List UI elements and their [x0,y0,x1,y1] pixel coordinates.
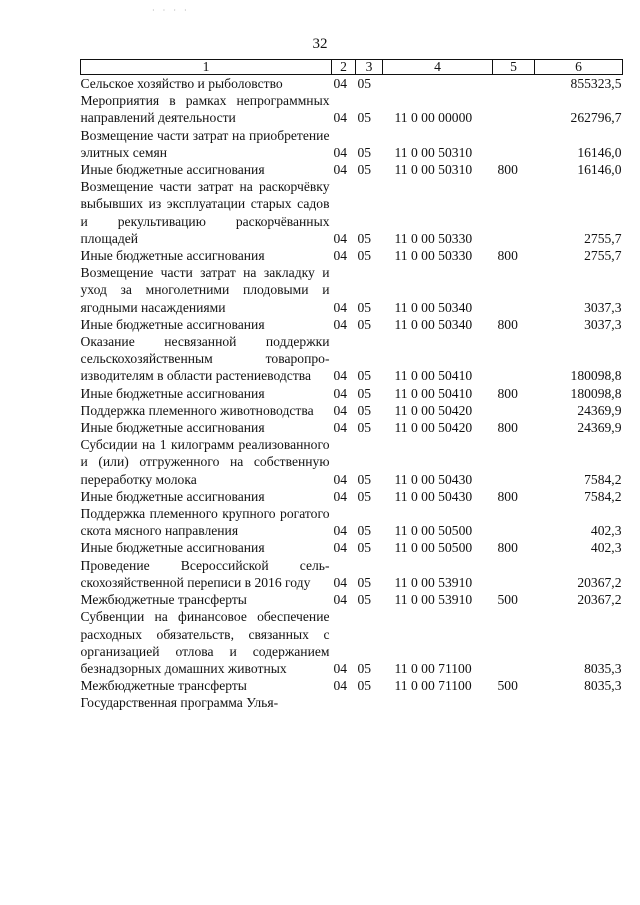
table-row [81,161,623,178]
row-section: 04 [333,162,348,178]
row-amount: 180098,8 [570,385,622,401]
row-target-code: 11 0 00 50500 [394,523,473,539]
row-expense-type: 800 [497,488,518,504]
row-amount: 2755,7 [584,248,622,264]
row-target-code: 11 0 00 50500 [394,540,473,556]
row-amount: 180098,8 [570,368,622,384]
row-target-code [383,75,493,93]
table-row [81,316,623,333]
row-subsection: 05 [357,230,372,246]
table-body [81,75,623,712]
row-target-code: 11 0 00 50340 [394,316,473,332]
row-description: Межбюджетные трансферты [80,678,247,694]
table-header-row [81,60,623,75]
row-amount: 3037,3 [584,316,622,332]
row-expense-type [493,127,535,161]
row-subsection: 05 [357,488,372,504]
row-description: Государственная программа Улья- [80,695,279,711]
row-description: Оказание несвязанной поддержки сельскохозяйственным товаропроизводителям в области растениеводства [80,334,330,384]
row-target-code: 11 0 00 50340 [394,299,473,315]
row-expense-type [493,92,535,126]
row-expense-type [493,264,535,316]
row-expense-type [493,608,535,677]
row-amount: 16146,0 [577,162,622,178]
row-expense-type: 800 [497,162,518,178]
row-section: 04 [333,592,348,608]
row-section: 04 [333,660,348,676]
row-description: Иные бюджетные ассигнования [80,540,265,556]
row-description: Иные бюджетные ассигнования [80,316,265,332]
page-number: 32 [312,36,328,52]
table-row [81,436,623,488]
row-description: Поддержка племенного крупного рогатого скота мясного направления [80,506,330,539]
row-expense-type: 800 [497,248,518,264]
row-subsection: 05 [357,385,372,401]
row-expense-type [493,178,535,247]
table-row [81,419,623,436]
row-section [332,694,356,711]
row-target-code: 11 0 00 50420 [394,402,473,418]
row-section: 04 [333,144,348,160]
row-target-code: 11 0 00 50330 [394,230,473,246]
row-expense-type [493,333,535,385]
row-amount: 262796,7 [570,110,622,126]
table-row [81,539,623,556]
table-row [81,694,623,711]
row-subsection: 05 [357,592,372,608]
row-description: Иные бюджетные ассигнования [80,248,265,264]
table-row [81,608,623,677]
row-expense-type: 500 [497,592,518,608]
table-row [81,333,623,385]
row-subsection: 05 [357,162,372,178]
row-subsection: 05 [357,316,372,332]
row-target-code: 11 0 00 71100 [394,660,472,676]
row-target-code [383,694,493,711]
row-target-code: 11 0 00 71100 [394,678,472,694]
row-amount: 8035,3 [584,660,622,676]
row-subsection: 05 [357,110,372,126]
table-row [81,75,623,93]
row-subsection: 05 [357,299,372,315]
row-amount: 24369,9 [577,420,622,436]
row-description: Возмещение части затрат на закладку и уход за многолетними плодовыми и ягодными насаждениями [80,265,330,315]
row-section: 04 [333,402,348,418]
row-amount: 7584,2 [584,488,622,504]
row-amount: 16146,0 [577,144,622,160]
row-section: 04 [333,488,348,504]
row-section: 04 [333,316,348,332]
row-amount: 7584,2 [584,471,622,487]
row-amount: 402,3 [590,540,622,556]
row-section: 04 [333,420,348,436]
row-expense-type [493,436,535,488]
row-expense-type: 800 [497,540,518,556]
table-row [81,557,623,591]
row-target-code: 11 0 00 50410 [394,368,473,384]
row-expense-type [493,75,535,93]
row-amount: 20367,2 [577,574,622,590]
row-section: 04 [333,110,348,126]
row-section: 04 [333,523,348,539]
row-target-code: 11 0 00 50430 [394,488,473,504]
scan-specks: · · · · [152,6,190,15]
header-col-4: 4 [383,60,493,75]
table-row [81,591,623,608]
header-col-5: 5 [493,60,535,75]
row-target-code: 11 0 00 50430 [394,471,473,487]
row-subsection: 05 [357,420,372,436]
row-subsection: 05 [357,144,372,160]
row-amount: 402,3 [590,523,622,539]
row-subsection: 05 [357,368,372,384]
table-row [81,178,623,247]
row-subsection: 05 [357,540,372,556]
table-row [81,92,623,126]
row-target-code: 11 0 00 50410 [394,385,473,401]
row-expense-type [493,557,535,591]
row-subsection [356,694,383,711]
row-amount: 855323,5 [570,76,622,91]
row-description: Иные бюджетные ассигнования [80,420,265,436]
table-row [81,677,623,694]
row-subsection: 05 [357,76,372,91]
row-target-code: 11 0 00 53910 [394,574,473,590]
row-target-code: 11 0 00 53910 [394,592,473,608]
row-subsection: 05 [357,248,372,264]
row-target-code: 11 0 00 50330 [394,248,473,264]
row-description: Мероприятия в рамках непрограммных направлений деятельности [80,93,330,126]
row-section: 04 [333,299,348,315]
header-col-2: 2 [332,60,356,75]
row-section: 04 [333,76,348,91]
row-section: 04 [333,540,348,556]
table-row [81,264,623,316]
row-target-code: 11 0 00 00000 [394,110,473,126]
row-section: 04 [333,385,348,401]
row-expense-type: 800 [497,385,518,401]
header-col-1: 1 [81,60,332,75]
row-section: 04 [333,574,348,590]
row-expense-type: 500 [497,678,518,694]
row-subsection: 05 [357,523,372,539]
row-description: Проведение Всероссийской сельскохозяйственной переписи в 2016 году [80,557,330,590]
row-amount [535,694,623,711]
table-row [81,402,623,419]
row-amount: 3037,3 [584,299,622,315]
row-description: Иные бюджетные ассигнования [80,162,265,178]
row-expense-type [493,402,535,419]
row-expense-type: 800 [497,420,518,436]
row-amount: 24369,9 [577,402,622,418]
table-row [81,247,623,264]
header-col-3: 3 [356,60,383,75]
table-row [81,127,623,161]
row-description: Сельское хозяйство и рыболовство [80,76,283,91]
row-description: Иные бюджетные ассигнования [80,385,265,401]
table-row [81,505,623,539]
row-section: 04 [333,248,348,264]
row-amount: 20367,2 [577,592,622,608]
row-description: Субвенции на финансовое обеспечение расходных обязательств, связанных с организацией отлова и содержанием безнадзорных домашних животных [80,609,330,676]
row-subsection: 05 [357,678,372,694]
row-description: Возмещение части затрат на приобретение элитных семян [80,127,330,160]
header-col-6: 6 [535,60,623,75]
row-section: 04 [333,230,348,246]
row-description: Поддержка племенного животноводства [80,402,314,418]
table-row [81,385,623,402]
row-amount: 8035,3 [584,678,622,694]
row-section: 04 [333,678,348,694]
row-description: Межбюджетные трансферты [80,592,247,608]
row-description: Иные бюджетные ассигнования [80,488,265,504]
budget-table [80,59,623,712]
row-expense-type: 800 [497,316,518,332]
row-target-code: 11 0 00 50310 [394,144,473,160]
row-target-code: 11 0 00 50420 [394,420,473,436]
table-row [81,488,623,505]
row-section: 04 [333,368,348,384]
row-expense-type [493,694,535,711]
row-subsection: 05 [357,660,372,676]
row-target-code: 11 0 00 50310 [394,162,473,178]
row-expense-type [493,505,535,539]
row-amount: 2755,7 [584,230,622,246]
row-section: 04 [333,471,348,487]
row-subsection: 05 [357,402,372,418]
row-description: Субсидии на 1 килограмм реализованного и (или) отгруженного на собственную переработку молока [80,437,330,487]
row-subsection: 05 [357,574,372,590]
row-description: Возмещение части затрат на раскорчёвку выбывших из эксплуатации старых садов и рекультивацию раскорчёванных площадей [80,179,330,246]
row-subsection: 05 [357,471,372,487]
